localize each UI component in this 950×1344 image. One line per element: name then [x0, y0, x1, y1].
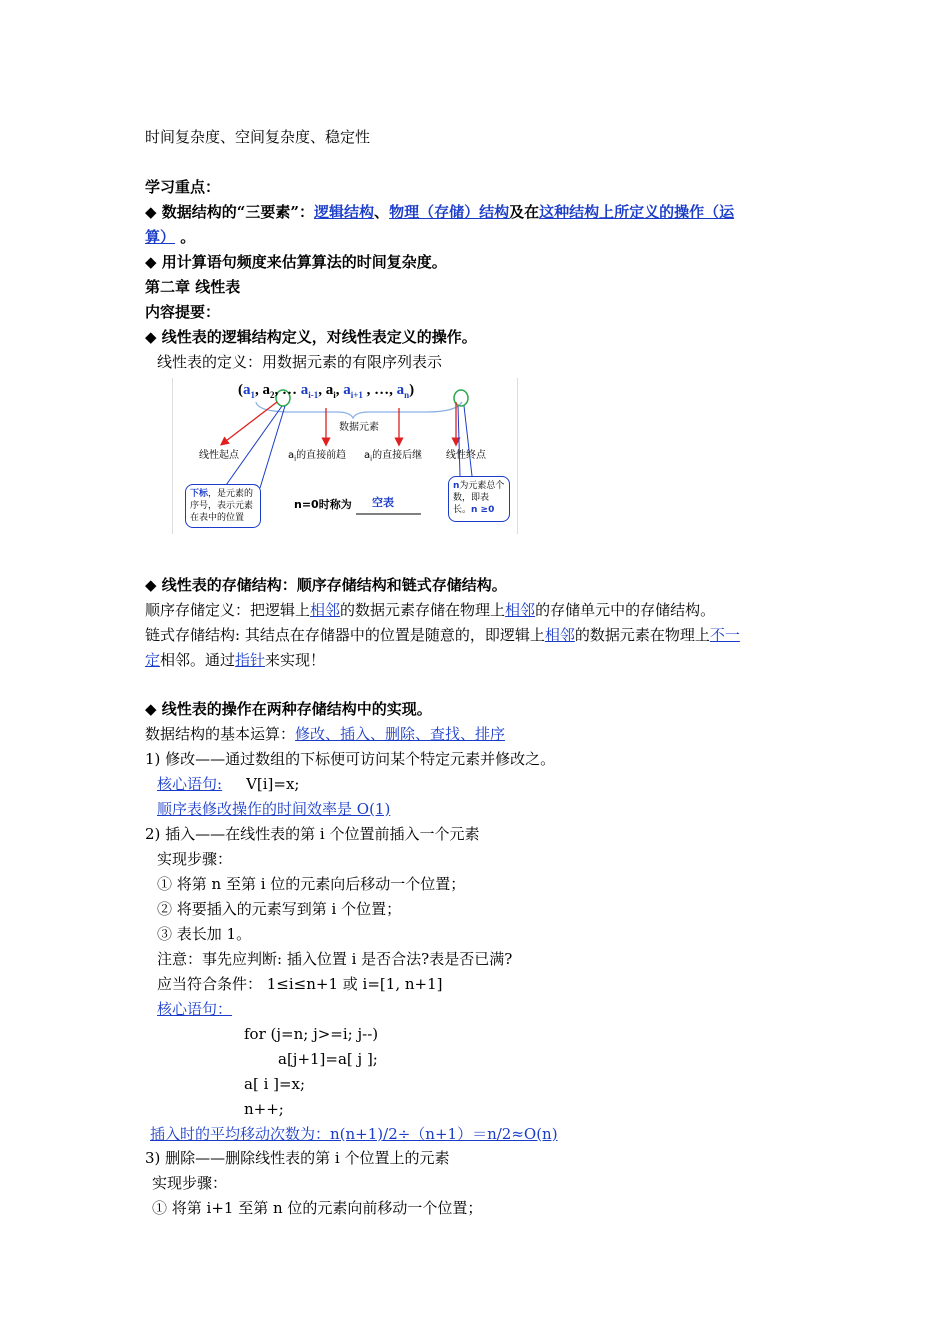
- link-adjacent-1[interactable]: 相邻: [310, 601, 341, 619]
- link-not-necessarily-cont[interactable]: 定: [145, 651, 161, 669]
- linear-list-diagram: [172, 378, 518, 534]
- summary-title: 内容提要：: [145, 303, 221, 321]
- modify-efficiency[interactable]: 顺序表修改操作的时间效率是 O(1): [157, 800, 391, 818]
- empty-table-prefix: n=0时称为: [294, 498, 352, 511]
- delete-step-1: ① 将第 i+1 至第 n 位的元素向前移动一个位置；: [152, 1199, 483, 1217]
- predecessor-label: $a_i$的直接前趋: [288, 450, 347, 463]
- insert-title: 2) 插入——在线性表的第 i 个位置前插入一个元素: [145, 825, 480, 843]
- storage-structure-line: ◆ 线性表的存储结构：顺序存储结构和链式存储结构。: [145, 576, 507, 594]
- link-modify-core[interactable]: 核心语句:: [157, 775, 223, 793]
- sequential-storage-def: 顺序存储定义：把逻辑上相邻的数据元素存储在物理上相邻的存储单元中的存储结构。: [145, 601, 716, 619]
- topic-line: 时间复杂度、空间复杂度、稳定性: [145, 128, 371, 146]
- insert-condition: 应当符合条件： 1≤i≤n+1 或 i=[1, n+1]: [157, 975, 443, 993]
- successor-label: $a_i$的直接后继: [364, 450, 423, 463]
- insert-average-moves[interactable]: 插入时的平均移动次数为：n(n+1)/2÷（n+1）＝n/2≈O(n): [150, 1125, 558, 1143]
- operations-line: ◆ 线性表的操作在两种存储结构中的实现。: [145, 700, 432, 718]
- modify-core-line: 核心语句: V[i]=x;: [157, 775, 300, 793]
- insert-step-3: ③ 表长加 1。: [157, 925, 252, 943]
- data-elements-label: 数据元素: [339, 422, 379, 433]
- link-adjacent-2[interactable]: 相邻: [505, 601, 536, 619]
- link-physical-structure[interactable]: 物理（存储）结构: [389, 203, 510, 221]
- callout-left-pointer-b: [260, 406, 285, 488]
- list-definition: 线性表的定义：用数据元素的有限序列表示: [157, 353, 443, 371]
- insert-step-1: ① 将第 n 至第 i 位的元素向后移动一个位置；: [157, 875, 466, 893]
- linked-storage-def: 链式存储结构: 其结点在存储器中的位置是随意的，即逻辑上相邻的数据元素在物理上不一: [145, 626, 740, 644]
- delete-steps-title: 实现步骤：: [152, 1174, 228, 1192]
- basic-ops-line: 数据结构的基本运算：修改、插入、删除、查找、排序: [145, 725, 506, 743]
- chapter-title: 第二章 线性表: [145, 278, 241, 296]
- insert-note: 注意：事先应判断: 插入位置 i 是否合法?表是否已满?: [157, 950, 513, 968]
- arrow-start: [222, 402, 277, 444]
- focus-title: 学习重点：: [145, 178, 221, 196]
- length-callout: n为元素总个数，即表长。n ≥0: [448, 476, 510, 522]
- callout-right-pointer-b: [464, 406, 472, 476]
- code-line-3: a[ i ]=x;: [244, 1075, 306, 1093]
- link-operations[interactable]: 这种结构上所定义的操作（运: [539, 203, 735, 221]
- link-not-necessarily[interactable]: 不一: [709, 626, 740, 644]
- link-operations-cont[interactable]: 算）: [145, 228, 176, 246]
- modify-title: 1) 修改——通过数组的下标便可访问某个特定元素并修改之。: [145, 750, 556, 768]
- three-elements-line-cont: 算） 。: [145, 228, 196, 246]
- link-basic-ops[interactable]: 修改、插入、删除、查找、排序: [295, 725, 506, 743]
- bullet-icon: ◆: [145, 203, 157, 221]
- link-insert-core[interactable]: 核心语句：: [157, 1000, 233, 1018]
- index-callout: 下标，是元素的序号，表示元素在表中的位置: [185, 484, 261, 528]
- insert-steps-title: 实现步骤：: [157, 850, 233, 868]
- three-elements-line: ◆ 数据结构的“三要素”：逻辑结构、物理（存储）结构及在这种结构上所定义的操作（运: [145, 203, 735, 221]
- sequence-expression: ($a_1$, $a_2$, … $a_{i-1}$, $a_i$, $a_{i+1}$ , …, $a_n$): [238, 382, 415, 400]
- code-line-1: for (j=n; j>=i; j--): [244, 1025, 379, 1043]
- code-line-4: n++;: [244, 1100, 284, 1118]
- code-line-2: a[j+1]=a[ j ];: [278, 1050, 378, 1068]
- linked-storage-def-cont: 定相邻。通过指针来实现！: [145, 651, 326, 669]
- empty-table-value: 空表: [372, 496, 394, 509]
- link-pointer[interactable]: 指针: [235, 651, 266, 669]
- insert-step-2: ② 将要插入的元素写到第 i 个位置；: [157, 900, 402, 918]
- start-point-label: 线性起点: [199, 450, 239, 461]
- link-logical-structure[interactable]: 逻辑结构: [314, 203, 375, 221]
- link-adjacent-3[interactable]: 相邻: [544, 626, 575, 644]
- callout-right-pointer-a: [458, 406, 460, 476]
- end-point-label: 线性终点: [446, 450, 486, 461]
- logical-def-line: ◆ 线性表的逻辑结构定义，对线性表定义的操作。: [145, 328, 477, 346]
- callout-left-pointer-a: [224, 406, 282, 488]
- frequency-line: ◆ 用计算语句频度来估算算法的时间复杂度。: [145, 253, 447, 271]
- delete-title: 3) 删除——删除线性表的第 i 个位置上的元素: [145, 1149, 450, 1167]
